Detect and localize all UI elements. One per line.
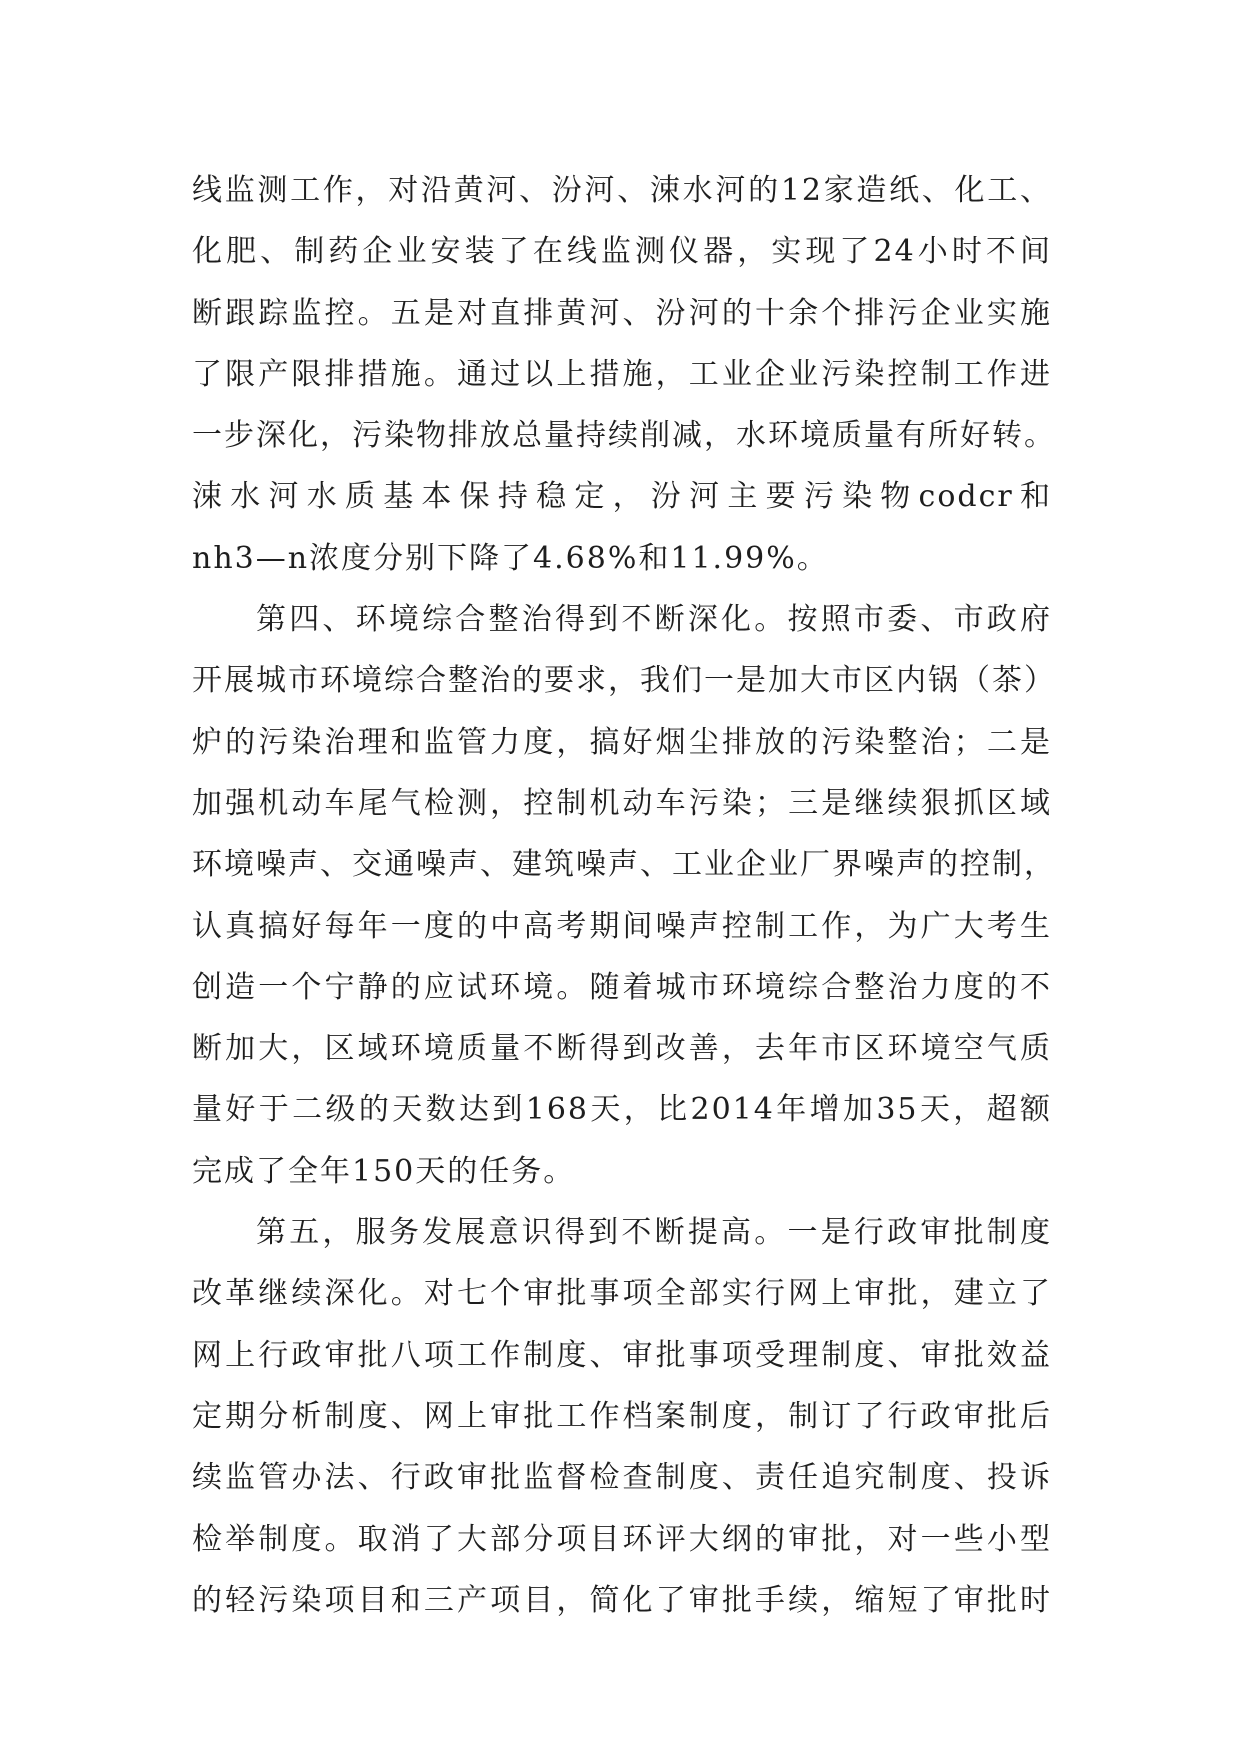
text-line: 涑水河水质基本保持稳定，汾河主要污染物codcr和 — [192, 479, 1052, 515]
text-line: 线监测工作，对沿黄河、汾河、涑水河的12家造纸、化工、 — [192, 173, 1052, 208]
paragraph-heading-line: 第五，服务发展意识得到不断提高。一是行政审批制度 — [256, 1215, 1052, 1251]
text-line: 网上行政审批八项工作制度、审批事项受理制度、审批效益 — [192, 1337, 1052, 1373]
text-line: 炉的污染治理和监管力度，搞好烟尘排放的污染整治；二是 — [192, 724, 1052, 760]
text-line: 加强机动车尾气检测，控制机动车污染；三是继续狠抓区域 — [192, 785, 1052, 821]
text-line: 创造一个宁静的应试环境。随着城市环境综合整治力度的不 — [192, 969, 1052, 1005]
text-line: 的轻污染项目和三产项目，简化了审批手续，缩短了审批时 — [192, 1582, 1052, 1618]
text-line: 续监管办法、行政审批监督检查制度、责任追究制度、投诉 — [192, 1460, 1052, 1496]
text-line: 断跟踪监控。五是对直排黄河、汾河的十余个排污企业实施 — [192, 295, 1052, 331]
text-line: 化肥、制药企业安装了在线监测仪器，实现了24小时不间 — [192, 234, 1052, 270]
text-line: 完成了全年150天的任务。 — [192, 1153, 576, 1189]
text-line: 开展城市环境综合整治的要求，我们一是加大市区内锅（茶） — [192, 663, 1056, 699]
text-line: 量好于二级的天数达到168天，比2014年增加35天，超额 — [192, 1092, 1052, 1128]
paragraph-3-continued — [192, 160, 1056, 589]
text-line: 认真搞好每年一度的中高考期间噪声控制工作，为广大考生 — [192, 908, 1052, 944]
text-line: 定期分析制度、网上审批工作档案制度，制订了行政审批后 — [192, 1398, 1052, 1434]
text-line: 检举制度。取消了大部分项目环评大纲的审批，对一些小型 — [192, 1521, 1052, 1557]
paragraph-5 — [192, 1202, 1052, 1631]
body-text — [192, 160, 1056, 1631]
paragraph-4 — [192, 589, 1056, 1202]
text-line: nh3—n浓度分别下降了4.68%和11.99%。 — [192, 540, 829, 576]
text-line: 了限产限排措施。通过以上措施，工业企业污染控制工作进 — [192, 356, 1052, 392]
paragraph-heading-line: 第四、环境综合整治得到不断深化。按照市委、市政府 — [256, 602, 1052, 638]
text-line: 一步深化，污染物排放总量持续削减，水环境质量有所好转。 — [192, 418, 1056, 454]
text-line: 断加大，区域环境质量不断得到改善，去年市区环境空气质 — [192, 1031, 1052, 1067]
text-line: 环境噪声、交通噪声、建筑噪声、工业企业厂界噪声的控制， — [192, 847, 1056, 883]
text-line: 改革继续深化。对七个审批事项全部实行网上审批，建立了 — [192, 1276, 1052, 1312]
